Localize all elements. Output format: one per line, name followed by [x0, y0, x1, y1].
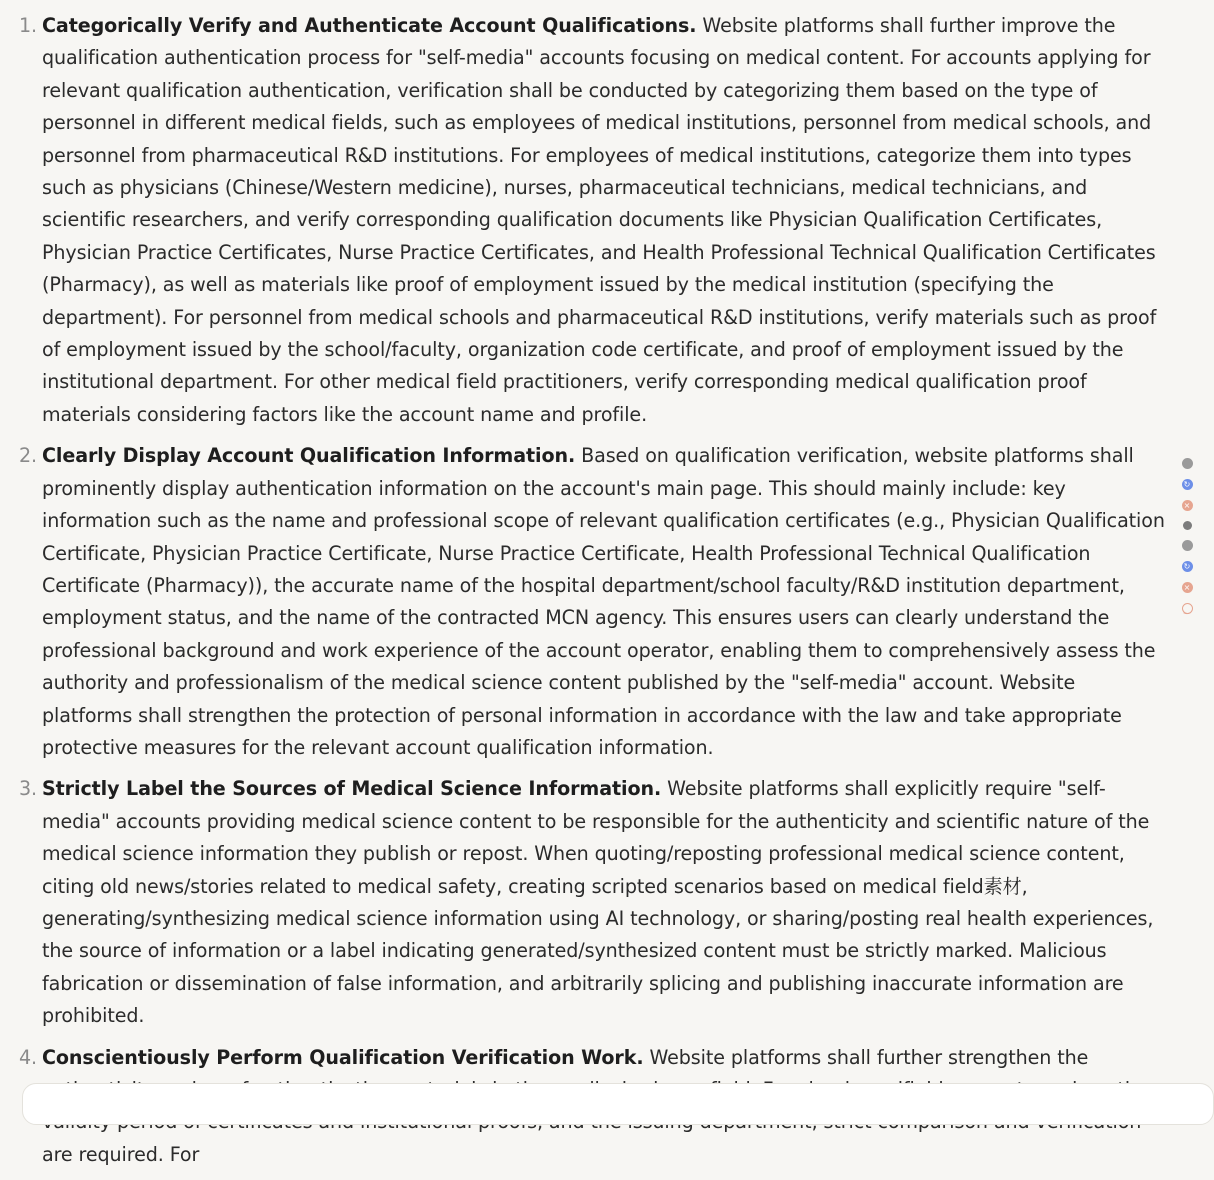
item-number: 2. — [19, 444, 38, 468]
chat-message-content — [0, 10, 1172, 1180]
half-moon-icon[interactable] — [1183, 521, 1192, 530]
close-icon[interactable]: × — [1182, 500, 1193, 511]
refresh-icon[interactable]: ↻ — [1182, 479, 1193, 490]
avatar-icon[interactable] — [1182, 540, 1193, 551]
message-input-bar[interactable] — [22, 1083, 1214, 1125]
item-number: 4. — [19, 1045, 38, 1069]
refresh-icon[interactable]: ↻ — [1182, 561, 1193, 572]
avatar-icon[interactable] — [1182, 458, 1193, 469]
side-reaction-strip — [1180, 458, 1194, 624]
smile-icon[interactable]: ‿ — [1182, 603, 1193, 614]
policy-list — [0, 10, 1172, 1171]
item-heading: Strictly Label the Sources of Medical Science Information. — [42, 777, 662, 801]
list-item — [0, 440, 1172, 764]
list-item — [0, 773, 1172, 1032]
item-body: Website platforms shall further strengthen the are required. For — [42, 1045, 1089, 1166]
item-body: Website platforms shall further improve the qualification authentication process for "self-media" accounts focusing on medical content. For accounts applying for relevant qualification authentication, verification shall be conducted by categorizing them based on the type of personnel in different medical fields, such as employees of medical institutions, personnel from medical schools, and personnel from pharmaceutical R&D institutions. For employees of medical institutions, categorize them into types such as physicians (Chinese/Western medicine), nurses, pharmaceutical technicians, medical technicians, and scientific researchers, and verify corresponding qualification documents like Physician Qualification Certificates, Physician Practice Certificates, Nurse Practice Certificates, and Health Professional Technical Qualification Certificates (Pharmacy), as well as materials like proof of employment issued by the medical institution (specifying the department). For personnel from medical schools and pharmaceutical R&D institutions, verify materials such as proof of employment issued by the school/faculty, organization code certificate, and proof of employment issued by the institutional department. For other medical field practitioners, verify corresponding medical qualification proof materials considering factors like the account name and profile. — [42, 14, 1157, 426]
item-heading: Conscientiously Perform Qualification Verification Work. — [42, 1045, 644, 1069]
item-heading: Categorically Verify and Authenticate Account Qualifications. — [42, 14, 697, 37]
item-body: Website platforms shall explicitly require "self-media" accounts providing medical science content to be responsible for the authenticity and scientific nature of the medical science information they publish or repost. When quoting/reposting professional medical science content, citing old news/stories related to medical safety, creating scripted scenarios based on medical field素材, generating/synthesizing medical science information using AI technology, or sharing/posting real health experiences, the source of information or a label indicating generated/synthesized content must be strictly marked. Malicious fabrication or dissemination of false information, and arbitrarily splicing and publishing inaccurate information are prohibited. — [42, 777, 1154, 1028]
close-icon[interactable]: × — [1182, 582, 1193, 593]
list-item — [0, 10, 1172, 431]
item-number: 1. — [19, 14, 38, 37]
item-heading: Clearly Display Account Qualification Information. — [42, 444, 576, 468]
item-body: Based on qualification verification, website platforms shall prominently display authentication information on the account's main page. This should mainly include: key information such as the name and professional scope of relevant qualification certificates (e.g., Physician Qualification Certificate, Physician Practice Certificate, Nurse Practice Certificate, Health Professional Technical Qualification Certificate (Pharmacy)), the accurate name of the hospital department/school faculty/R&D institution department, employment status, and the name of the contracted MCN agency. This ensures users can clearly understand the professional background and work experience of the account operator, enabling them to comprehensively assess the authority and professionalism of the medical science content published by the "self-media" account. Website platforms shall strengthen the protection of personal information in accordance with the law and take appropriate protective measures for the relevant account qualification information. — [42, 444, 1165, 759]
item-number: 3. — [19, 777, 38, 801]
